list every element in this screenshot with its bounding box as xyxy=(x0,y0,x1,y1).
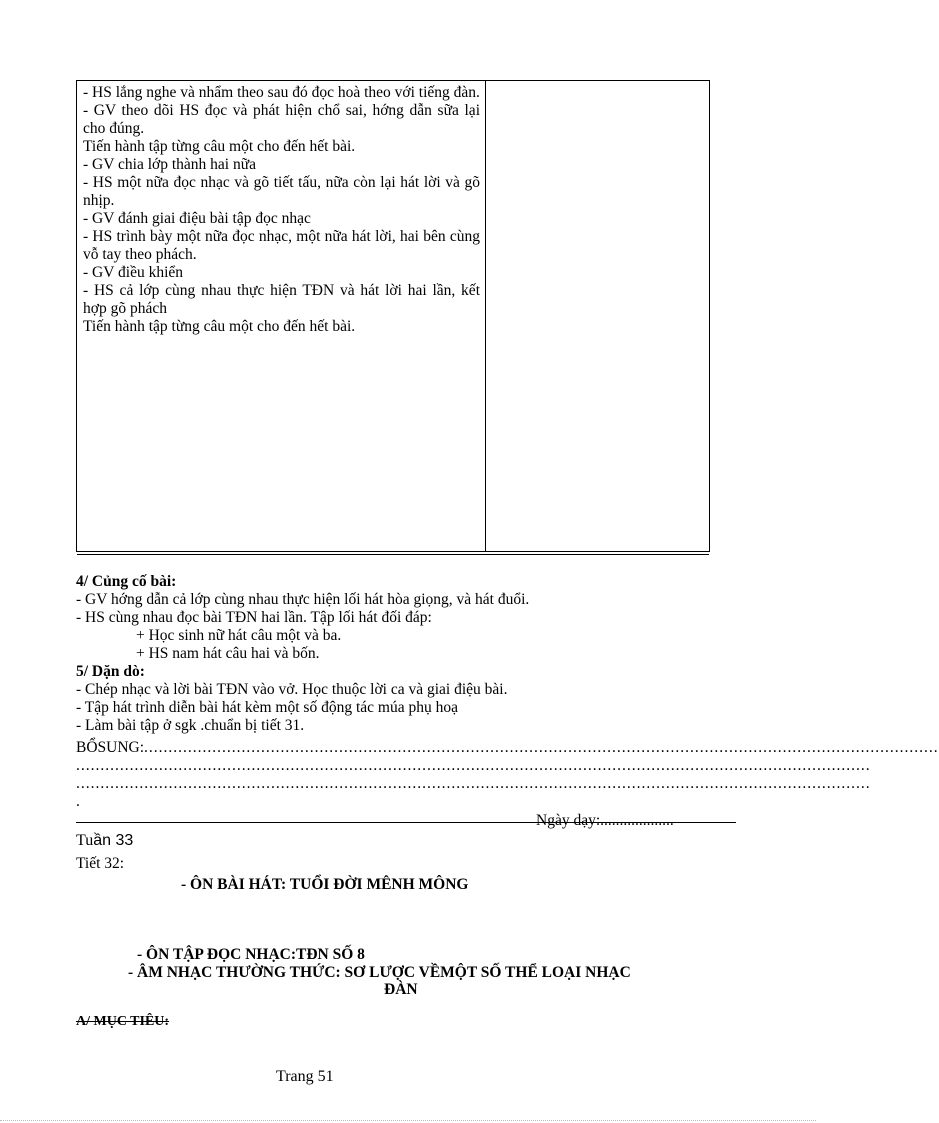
cell-line: Tiến hành tập từng câu một cho đến hết bài. xyxy=(83,138,356,155)
section-title: 4/ Củng cố bài: xyxy=(76,573,177,590)
bosung-dots: ................................................................................................................................................................... xyxy=(76,775,871,792)
tuan xyxy=(76,832,133,850)
bosung-dots: ................................................................................................................................................................... xyxy=(144,739,939,756)
cell-line: - HS lắng nghe và nhẩm theo sau đó đọc hoà theo với tiếng đàn. xyxy=(83,84,480,101)
section-line: - HS cùng nhau đọc bài TĐN hai lần. Tập lối hát đối đáp: xyxy=(76,609,432,626)
bosung-dots-line xyxy=(76,775,871,793)
ngay-dots: ................... xyxy=(600,812,674,829)
cell-line: - GV chia lớp thành hai nữa xyxy=(83,156,256,173)
section-line: - Làm bài tập ở sgk .chuẩn bị tiết 31. xyxy=(76,717,305,734)
ngay-label: Ngày dạy: xyxy=(536,812,601,829)
tuan-number: ần 33 xyxy=(93,832,134,849)
bosung-label: BỔSUNG: xyxy=(76,739,145,756)
table-double-border xyxy=(77,554,709,555)
activity-table xyxy=(76,80,710,552)
muc-tieu-heading xyxy=(76,1014,169,1030)
bosung-period-line xyxy=(76,793,736,811)
topic-reading-review: - ÔN TẬP ĐỌC NHẠC:TĐN SỐ 8 xyxy=(137,946,365,963)
section-subline: + Học sinh nữ hát câu một và ba. xyxy=(136,627,342,644)
cell-line: Tiến hành tập từng câu một cho đến hết bài. xyxy=(83,318,356,335)
bosung-dots: ................................................................................................................................................................... xyxy=(76,757,871,774)
cell-line: - HS cả lớp cùng nhau thực hiện TĐN và hát lời hai lần, kết hợp gõ phách xyxy=(83,282,480,317)
tiet: Tiết 32: xyxy=(76,855,125,872)
table-left-cell xyxy=(83,84,480,336)
section-line: - Tập hát trình diễn bài hát kèm một số động tác múa phụ hoạ xyxy=(76,699,458,716)
topic-music-knowledge-cont: ĐÀN xyxy=(384,981,418,998)
topic-music-knowledge: - ÂM NHẠC THƯỜNG THỨC: SƠ LƯỢC VỀMỘT SỐ THỂ LOẠI NHẠC xyxy=(128,964,631,981)
muc-tieu-text: A/ MỤC TIÊU: xyxy=(76,1014,170,1029)
section-subline: + HS nam hát câu hai và bốn. xyxy=(136,645,320,662)
section-cung-co xyxy=(76,573,736,735)
table-column-divider xyxy=(485,81,486,551)
bosung-period: . xyxy=(76,793,80,810)
page-edge-dots xyxy=(0,1120,816,1121)
page-number: Trang 51 xyxy=(276,1068,334,1085)
cell-line: - HS một nữa đọc nhạc và gõ tiết tấu, nữa còn lại hát lời và gõ nhịp. xyxy=(83,174,480,209)
section-title: 5/ Dặn dò: xyxy=(76,663,145,680)
cell-line: - GV điều khiển xyxy=(83,264,184,281)
tuan-prefix: Tu xyxy=(76,832,94,849)
cell-line: - GV theo dõi HS đọc và phát hiện chổ sai, hớng dẫn sữa lại cho đúng. xyxy=(83,102,480,137)
ngay-day xyxy=(536,812,674,830)
bosung-dots-line xyxy=(76,757,871,775)
cell-line: - HS trình bày một nữa đọc nhạc, một nữa hát lời, hai bên cùng vỗ tay theo phách. xyxy=(83,228,480,263)
bosung-line xyxy=(76,739,939,757)
section-line: - Chép nhạc và lời bài TĐN vào vở. Học thuộc lời ca và giai điệu bài. xyxy=(76,681,508,698)
topic-song-review: - ÔN BÀI HÁT: TUỔI ĐỜI MÊNH MÔNG xyxy=(181,876,469,893)
section-line: - GV hớng dẫn cả lớp cùng nhau thực hiện lối hát hòa giọng, và hát đuổi. xyxy=(76,591,530,608)
cell-line: - GV đánh giai điệu bài tập đọc nhạc xyxy=(83,210,311,227)
